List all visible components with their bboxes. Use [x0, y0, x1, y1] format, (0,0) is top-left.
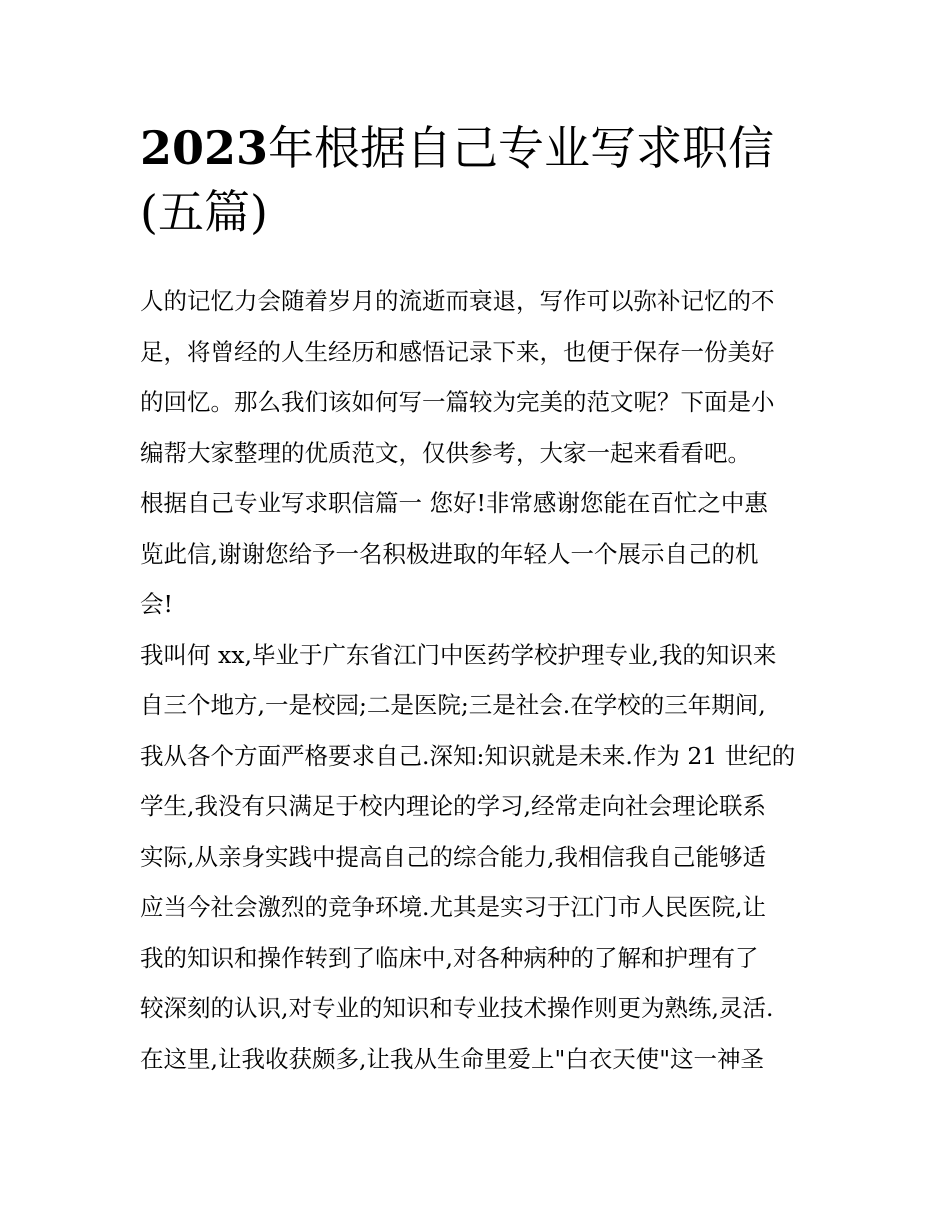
body-line: 较深刻的认识,对专业的知识和专业技术操作则更为熟练,灵活.	[140, 994, 774, 1022]
document-body	[140, 276, 830, 1084]
title-line-2	[140, 180, 820, 244]
body-line: 我从各个方面严格要求自己.深知:知识就是未来.作为 21 世纪的	[140, 741, 796, 770]
title-text: 年根据自己专业写求职信	[268, 121, 775, 175]
body-line: 编帮大家整理的优质范文，仅供参考，大家一起来看看吧。	[140, 438, 751, 467]
body-line: 应当今社会激烈的竞争环境.尤其是实习于江门市人民医院,让	[140, 893, 766, 921]
title-line-1	[140, 116, 820, 180]
body-line: 我的知识和操作转到了临床中,对各种病种的了解和护理有了	[140, 943, 759, 972]
body-line: 在这里,让我收获颇多,让我从生命里爱上"白衣天使"这一神圣	[140, 1044, 765, 1073]
body-line: 的回忆。那么我们该如何写一篇较为完美的范文呢？下面是小	[140, 388, 775, 416]
body-line: 人的记忆力会随着岁月的流逝而衰退，写作可以弥补记忆的不	[140, 287, 775, 315]
body-line: 我叫何 xx,毕业于广东省江门中医药学校护理专业,我的知识来	[140, 640, 777, 669]
body-line: 学生,我没有只满足于校内理论的学习,经常走向社会理论联系	[140, 792, 766, 820]
body-line: 实际,从亲身实践中提高自己的综合能力,我相信我自己能够适	[140, 842, 766, 871]
body-line: 览此信,谢谢您给予一名积极进取的年轻人一个展示自己的机	[140, 539, 759, 568]
document-title	[140, 116, 820, 244]
body-line: 足，将曾经的人生经历和感悟记录下来，也便于保存一份美好	[140, 337, 775, 366]
title-subtitle: (五篇)	[140, 185, 268, 239]
body-line: 自三个地方,一是校园;二是医院;三是社会.在学校的三年期间,	[140, 691, 766, 719]
body-line: 会!	[140, 590, 173, 618]
body-line: 根据自己专业写求职信篇一 您好!非常感谢您能在百忙之中惠	[140, 489, 768, 517]
title-year: 2023	[140, 121, 269, 175]
